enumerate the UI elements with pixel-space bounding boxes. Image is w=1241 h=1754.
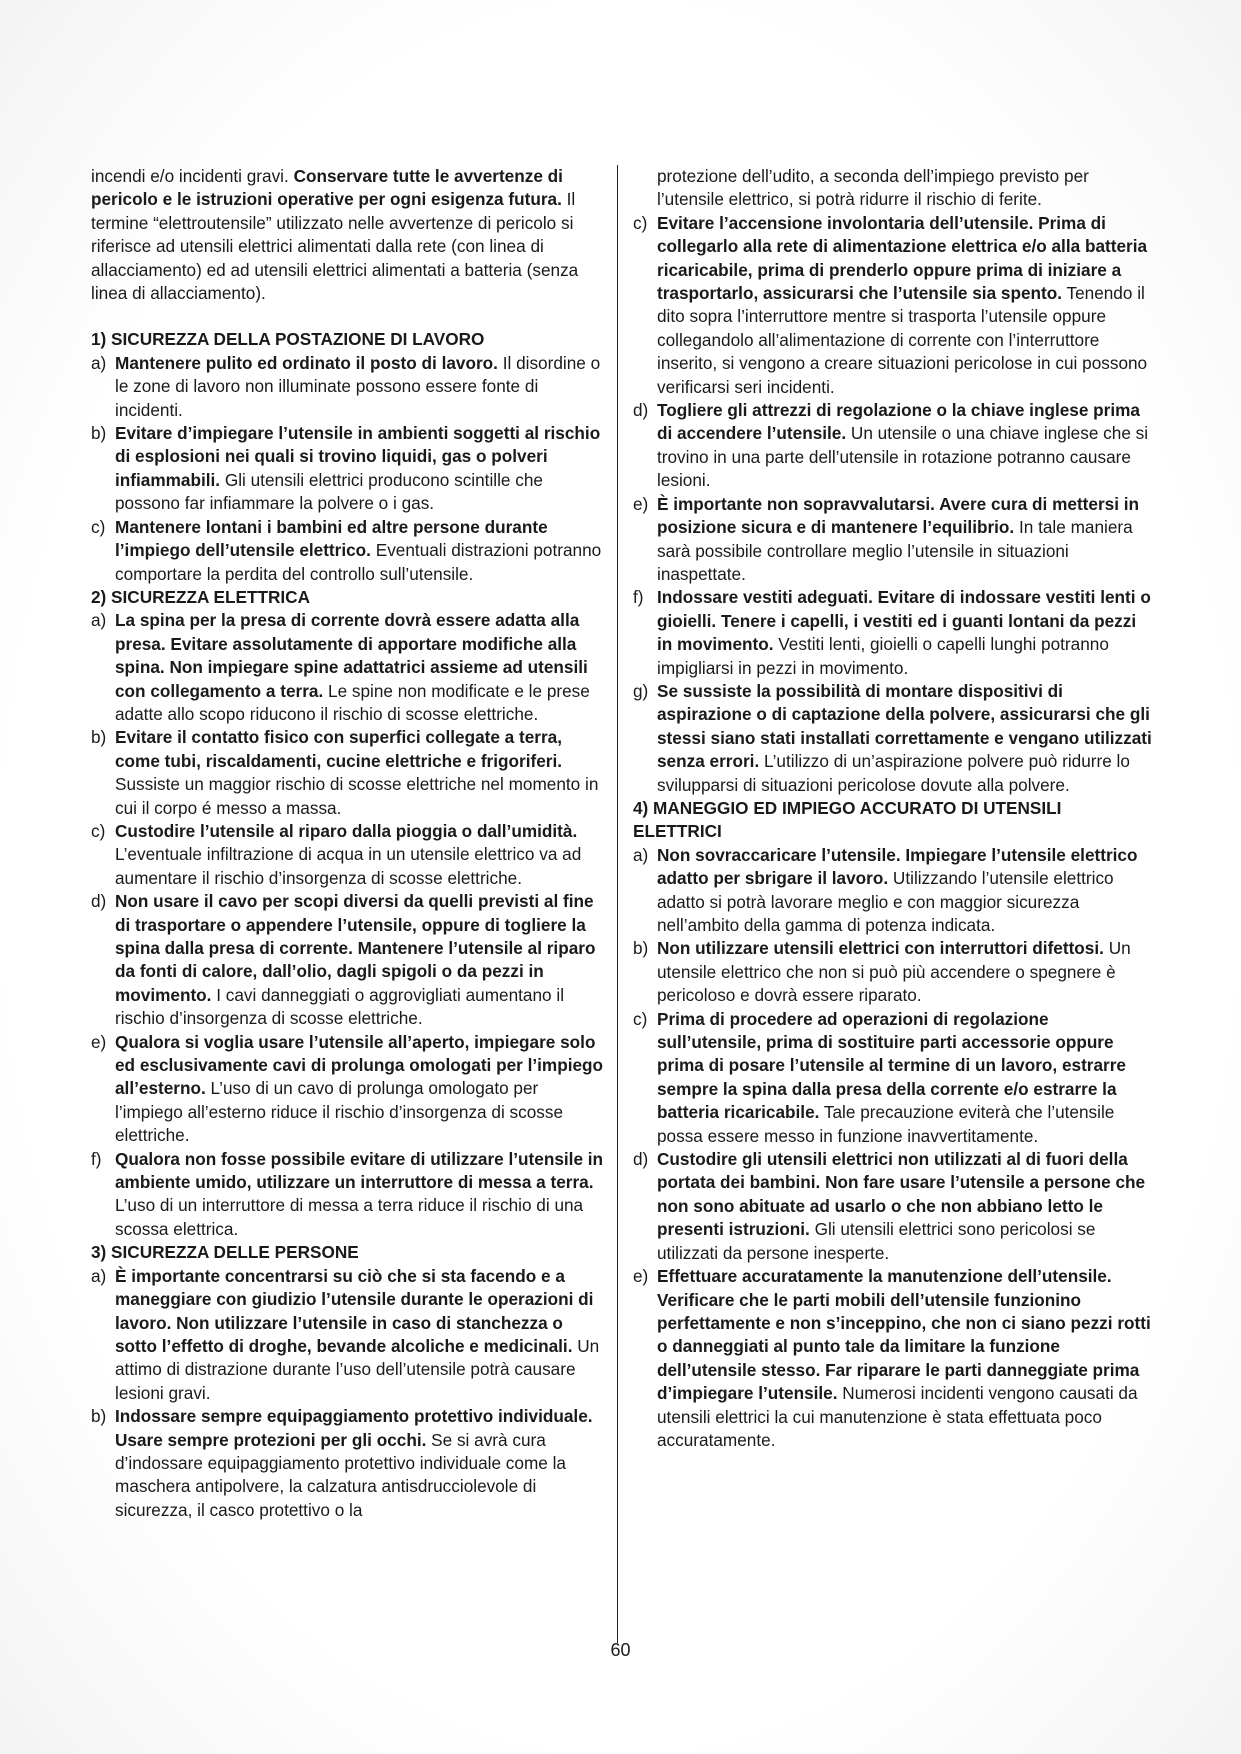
list-item: a) Mantenere pulito ed ordinato il posto di lavoro. Il disordine o le zone di lavoro non illuminate possono essere fonte di incidenti. [91,352,601,420]
section-2-list [91,609,606,1241]
section-3-heading: 3) SICUREZZA DELLE PERSONE [91,1242,359,1263]
list-item: c) Prima di procedere ad operazioni di regolazione sull’utensile, prima di sostituire parti accessorie oppure prima di posare l’utensile al termine di un lavoro, estrarre sempre la spina dalla presa della corrente e/o estrarre la batteria ricaricabile. Tale precauzione eviterà che l’utensile possa essere messo in funzione inavvertitamente. [633,1008,1126,1146]
intro-paragraph [91,165,606,305]
section-4-list [633,844,1153,1453]
section-3-list [91,1265,606,1522]
page-number: 60 [610,1640,631,1660]
column-divider [617,165,618,1643]
intro-bold-text: Conservare tutte le avvertenze di pericolo e le istruzioni operative per ogni esigenza futura. [91,166,563,210]
list-item: a) Non sovraccaricare l’utensile. Impiegare l’utensile elettrico adatto per sbrigare il lavoro. Utilizzando l’utensile elettrico adatto si potrà lavorare meglio e con maggior sicurezza nell’ambito della gamma di potenza indicata. [633,844,1138,935]
list-item: b) Indossare sempre equipaggiamento protettivo individuale. Usare sempre protezioni per gli occhi. Se si avrà cura d’indossare equipaggiamento protettivo individuale come la maschera antipolvere, la calzatura antisdrucciolevole di sicurezza, il casco protettivo o la [91,1406,593,1520]
section-4-heading: 4) MANEGGIO ED IMPIEGO ACCURATO DI UTENSILI ELETTRICI [633,797,1062,842]
list-item: b) Evitare il contatto fisico con superfici collegate a terra, come tubi, riscaldamenti, cucine elettriche e frigoriferi. Sussiste un maggior rischio di scosse elettriche nel momento in cui il corpo é messo a massa. [91,727,599,818]
list-item: e) Effettuare accuratamente la manutenzione dell’utensile. Verificare che le parti mobili dell’utensile funzionino perfettamente e non s’inceppino, che non ci siano pezzi rotti o danneggiati al punto tale da limitare la funzione dell’utensile stesso. Far riparare le parti danneggiate prima d’impiegare l’utensile. Numerosi incidenti vengono causati da utensili elettrici la cui manutenzione è stata effettuata poco accuratamente. [633,1266,1151,1450]
list-item: g) Se sussiste la possibilità di montare dispositivi di aspirazione o di captazione della polvere, assicurarsi che gli stessi siano stati installati correttamente e vengano utilizzati senza errori. L’utilizzo di un’aspirazione polvere può ridurre lo svilupparsi di situazioni pericolose dovute alla polvere. [633,680,1152,795]
intro-lead-text: incendi e/o incidenti gravi. [91,166,294,186]
list-item: e) Qualora si voglia usare l’utensile all’aperto, impiegare solo ed esclusivamente cavi di prolunga omologati per l’impiego all’esterno. L’uso di un cavo di prolunga omologato per l’impiego all’esterno riduce il rischio d’insorgenza di scosse elettriche. [91,1031,604,1146]
section-3-list-continued [633,212,1153,797]
list-item: a) La spina per la presa di corrente dovrà essere adatta alla presa. Evitare assolutamente di apportare modifiche alla spina. Non impiegare spine adattatrici assieme ad utensili con collegamento a terra. Le spine non modificate e le prese adatte allo scopo riducono il rischio di scosse elettriche. [91,610,590,724]
right-column [633,165,1153,1452]
left-column [91,165,606,1522]
list-item: d) Non usare il cavo per scopi diversi da quelli previsti al fine di trasportare o appendere l’utensile, oppure di togliere la spina dalla presa di corrente. Mantenere l’utensile al riparo da fonti di calore, dall’olio, dagli spigoli o da pezzi in movimento. I cavi danneggiati o aggrovigliati aumentano il rischio d’insorgenza di scosse elettriche. [91,891,596,1029]
list-item: c) Custodire l’utensile al riparo dalla pioggia o dall’umidità. L’eventuale infiltrazione di acqua in un utensile elettrico va ad aumentare il rischio d’insorgenza di scosse elettriche. [91,820,582,888]
section-1-list [91,352,606,586]
list-item: d) Togliere gli attrezzi di regolazione o la chiave inglese prima di accendere l’utensile. Un utensile o una chiave inglese che si trovino in una parte dell’utensile in rotazione potranno causare lesioni. [633,400,1149,491]
intro-text: Il termine “elettroutensile” utilizzato nelle avvertenze di pericolo si riferisce ad utensili elettrici alimentati dalla rete (con linea di allacciamento) ed ad utensili elettrici alimentati a batteria (senza linea di allacciamento). [91,189,579,304]
list-item: d) Custodire gli utensili elettrici non utilizzati al di fuori della portata dei bambini. Non fare usare l’utensile a persone che non sono abituate ad usarlo o che non abbiano letto le presenti istruzioni. Gli utensili elettrici sono pericolosi se utilizzati da persone inesperte. [633,1149,1146,1263]
continued-item-text: protezione dell’udito, a seconda dell’impiego previsto per l’utensile elettrico, si potrà ridurre il rischio di ferite. [657,166,1089,210]
section-1-heading: 1) SICUREZZA DELLA POSTAZIONE DI LAVORO [91,329,485,350]
list-item: c) Mantenere lontani i bambini ed altre persone durante l’impiego dell’utensile elettrico. Eventuali distrazioni potranno comportare la perdita del controllo sull’utensile. [91,516,602,584]
list-item: b) Evitare d’impiegare l’utensile in ambienti soggetti al rischio di esplosioni nei quali si trovino liquidi, gas o polveri infiammabili. Gli utensili elettrici producono scintille che possono far infiammare la polvere o i gas. [91,423,601,514]
list-item: b) Non utilizzare utensili elettrici con interruttori difettosi. Un utensile elettrico che non si può più accendere o spegnere è pericoloso e dovrà essere riparato. [633,938,1131,1006]
list-item: f) Qualora non fosse possibile evitare di utilizzare l’utensile in ambiente umido, utilizzare un interruttore di messa a terra. L’uso di un interruttore di messa a terra riduce il rischio di una scossa elettrica. [91,1148,604,1239]
list-item: c) Evitare l’accensione involontaria dell’utensile. Prima di collegarlo alla rete di alimentazione elettrica e/o alla batteria ricaricabile, prima di prenderlo oppure prima di iniziare a trasportarlo, assicurarsi che l’utensile sia spento. Tenendo il dito sopra l’interruttore mentre si trasporta l’utensile oppure collegandolo all’alimentazione di corrente con l’interruttore inserito, si vengono a creare situazioni pericolose in cui possono verificarsi seri incidenti. [633,212,1148,397]
list-item: a) È importante concentrarsi su ciò che si sta facendo e a maneggiare con giudizio l’utensile durante le operazioni di lavoro. Non utilizzare l’utensile in caso di stanchezza o sotto l’effetto di droghe, bevande alcoliche e medicinali. Un attimo di distrazione durante l’uso dell’utensile potrà causare lesioni gravi. [91,1265,600,1403]
list-item: f) Indossare vestiti adeguati. Evitare di indossare vestiti lenti o gioielli. Tenere i capelli, i vestiti ed i guanti lontani da pezzi in movimento. Vestiti lenti, gioielli o capelli lunghi potranno impigliarsi in pezzi in movimento. [633,587,1151,678]
list-item: e) È importante non sopravvalutarsi. Avere cura di mettersi in posizione sicura e di mantenere l’equilibrio. In tale maniera sarà possibile controllare meglio l’utensile in situazioni inaspettate. [633,493,1140,584]
section-2-heading: 2) SICUREZZA ELETTRICA [91,586,310,607]
